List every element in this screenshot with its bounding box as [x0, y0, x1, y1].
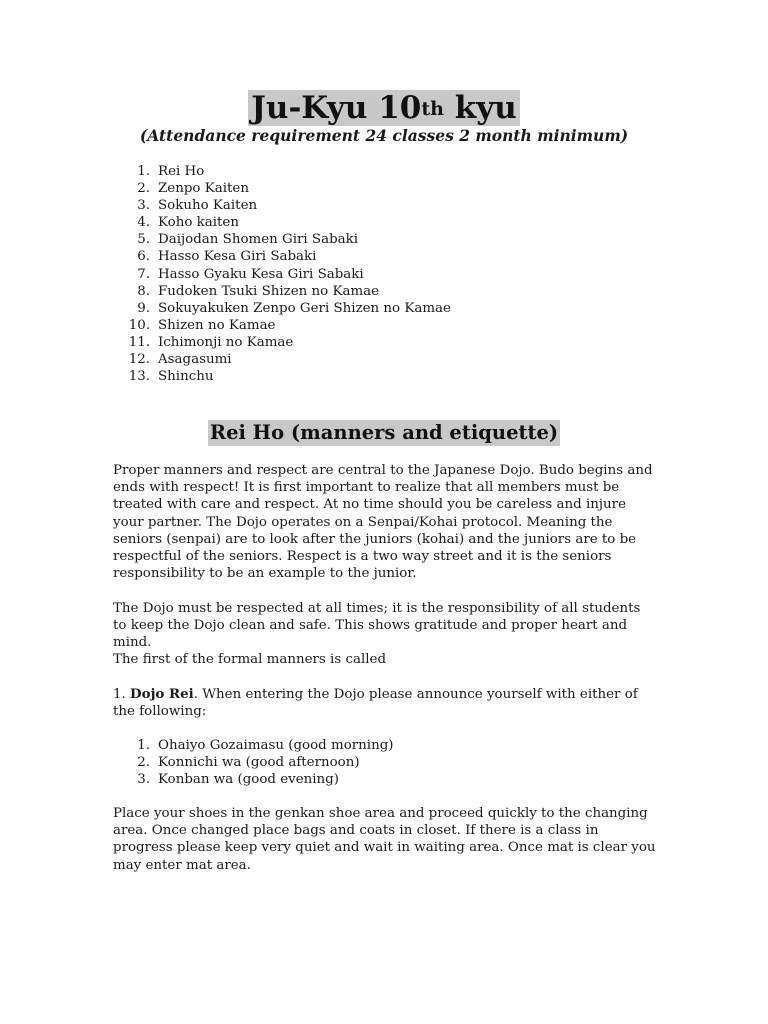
dojo-rei-text: . When entering the Dojo please announce yourself with either of the following:: [113, 687, 638, 720]
list-item-text: Hasso Gyaku Kesa Giri Sabaki: [158, 266, 364, 282]
list-item-text: Asagasumi: [158, 352, 232, 368]
list-item-text: Rei Ho: [158, 164, 205, 179]
list-item-text: Sokuyakuken Zenpo Geri Shizen no Kamae: [158, 300, 451, 316]
list-item-text: Hasso Kesa Giri Sabaki: [158, 249, 317, 265]
list-item-number: 9.: [137, 300, 150, 316]
title-wrap: [0, 90, 768, 126]
list-item-number: 2.: [137, 181, 150, 197]
list-item-text: Shinchu: [158, 369, 214, 385]
paragraph-dojo-care: The Dojo must be respected at all times; it is the responsibility of all students to keep the Dojo clean and safe. This shows gratitude and proper heart and mind.: [113, 601, 641, 651]
list-item-number: 1.: [137, 164, 150, 179]
list-item-text: Shizen no Kamae: [158, 317, 276, 333]
list-item-text: Zenpo Kaiten: [158, 181, 249, 197]
list-item-number: 3.: [137, 198, 150, 214]
list-item-text: Ichimonji no Kamae: [158, 334, 294, 350]
list-item-text: Ohaiyo Gozaimasu (good morning): [158, 738, 394, 753]
title-end: kyu: [443, 90, 517, 126]
paragraph-shoes: Place your shoes in the genkan shoe area and proceed quickly to the changing area. Once changed place bags and coats in closet. If there is a class in progress please keep very quiet and wait in waiting area. Once mat is clear you may enter mat area.: [113, 806, 656, 873]
list-item-number: 10.: [128, 317, 150, 333]
list-item-number: 4.: [137, 215, 150, 231]
list-item-text: Konban wa (good evening): [158, 772, 339, 788]
list-item-text: Konnichi wa (good afternoon): [158, 755, 360, 771]
title-superscript: th: [421, 98, 444, 120]
paragraph-respect: Proper manners and respect are central to the Japanese Dojo. Budo begins and ends with respect! It is first important to realize that all members must be treated with care and respect. At no time should you be careless and injure your partner. The Dojo operates on a Senpai/Kohai protocol. Meaning the seniors (senpai) are to look after the juniors (kohai) and the juniors are to be respectful of the seniors. Respect is a two way street and it is the seniors responsibility to be an example to the junior.: [113, 463, 653, 582]
paragraph-formal-manners: The first of the formal manners is called: [113, 652, 387, 667]
list-item-text: Sokuho Kaiten: [158, 198, 258, 214]
dojo-rei-term: Dojo Rei: [130, 686, 194, 702]
list-item-text: Fudoken Tsuki Shizen no Kamae: [158, 283, 380, 299]
section-heading: Rei Ho (manners and etiquette): [209, 421, 559, 444]
title-main: Ju-Kyu 10: [251, 90, 422, 126]
list-item-number: 7.: [137, 266, 150, 282]
page-subtitle: (Attendance requirement 24 classes 2 month minimum): [139, 126, 629, 145]
paragraph-dojo-rei: [113, 686, 658, 720]
section-heading-wrap: [0, 420, 768, 446]
list-item-number: 12.: [128, 352, 150, 368]
list-item-number: 2.: [137, 755, 150, 771]
list-item-number: 3.: [137, 772, 150, 788]
page-title: [248, 90, 520, 126]
list-item-number: 6.: [137, 249, 150, 265]
list-item-number: 1.: [137, 738, 150, 753]
list-item-number: 13.: [128, 369, 150, 385]
list-item-text: Daijodan Shomen Giri Sabaki: [158, 232, 359, 248]
list-item-number: 8.: [137, 283, 150, 299]
list-item-text: Koho kaiten: [158, 215, 239, 231]
list-item-number: 5.: [137, 232, 150, 248]
dojo-rei-number: 1.: [113, 687, 131, 702]
list-item-number: 11.: [128, 334, 150, 350]
